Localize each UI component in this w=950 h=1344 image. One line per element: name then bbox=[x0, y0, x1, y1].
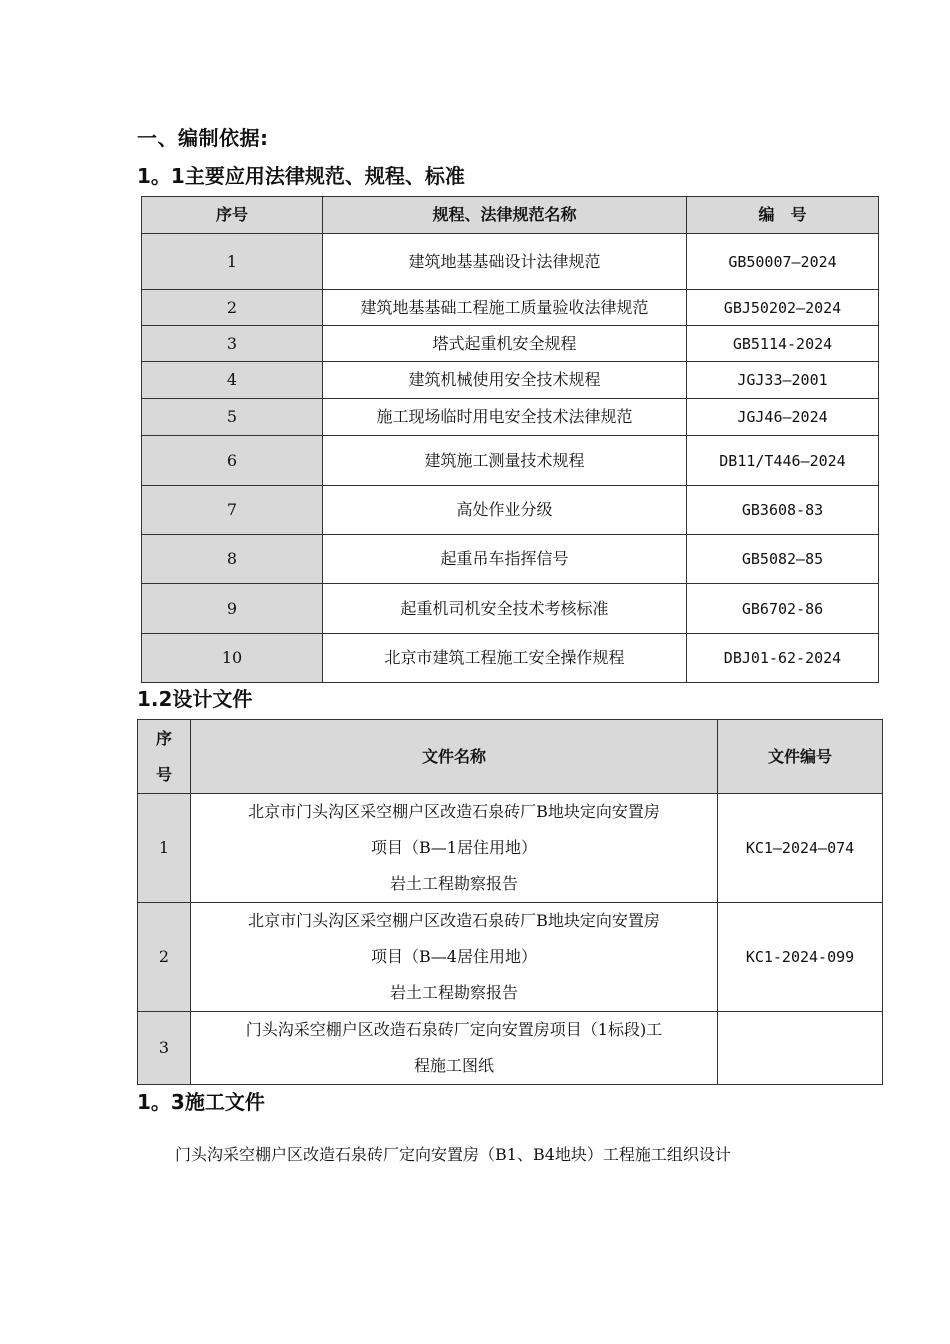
row-no: 4 bbox=[142, 362, 323, 399]
table-row bbox=[138, 1012, 883, 1085]
row-no: 10 bbox=[142, 634, 323, 683]
construction-document-text: 门头沟采空棚户区改造石泉砖厂定向安置房（B1、B4地块）工程施工组织设计 bbox=[175, 1145, 731, 1164]
row-filename-line: 北京市门头沟区采空棚户区改造石泉砖厂B地块定向安置房 bbox=[248, 802, 660, 821]
row-no: 7 bbox=[142, 486, 323, 535]
row-name: 北京市建筑工程施工安全操作规程 bbox=[323, 634, 687, 683]
row-name: 起重机司机安全技术考核标准 bbox=[323, 584, 687, 634]
col-header-no-line-1: 序 bbox=[155, 728, 172, 748]
row-code: GB6702-86 bbox=[687, 584, 879, 634]
row-no: 3 bbox=[142, 326, 323, 362]
table-row bbox=[142, 399, 879, 436]
row-filename-line: 北京市门头沟区采空棚户区改造石泉砖厂B地块定向安置房 bbox=[248, 911, 660, 930]
table-row bbox=[142, 486, 879, 535]
row-name: 建筑地基基础设计法律规范 bbox=[323, 234, 687, 290]
col-header-name: 规程、法律规范名称 bbox=[323, 197, 687, 234]
col-header-filecode: 文件编号 bbox=[718, 720, 883, 794]
section-2-title: 1.2设计文件 bbox=[137, 687, 253, 711]
row-code: DBJ01-62-2024 bbox=[687, 634, 879, 683]
row-name: 高处作业分级 bbox=[323, 486, 687, 535]
row-filename-line: 程施工图纸 bbox=[413, 1056, 494, 1075]
table-row bbox=[142, 584, 879, 634]
table-row bbox=[138, 794, 883, 903]
table-row bbox=[142, 362, 879, 399]
row-no: 2 bbox=[138, 903, 191, 1012]
col-header-filename: 文件名称 bbox=[191, 720, 718, 794]
table-row bbox=[138, 903, 883, 1012]
row-code: GB5082—85 bbox=[687, 535, 879, 584]
row-filename-line: 岩土工程勘察报告 bbox=[389, 874, 518, 893]
row-name: 建筑机械使用安全技术规程 bbox=[323, 362, 687, 399]
row-no: 1 bbox=[138, 794, 191, 903]
row-code: GB5114-2024 bbox=[687, 326, 879, 362]
table-row bbox=[142, 290, 879, 326]
row-no: 3 bbox=[138, 1012, 191, 1085]
row-filename bbox=[191, 903, 718, 1012]
section-1-title: 1。1主要应用法律规范、规程、标准 bbox=[137, 164, 465, 188]
table-row bbox=[142, 535, 879, 584]
row-name: 塔式起重机安全规程 bbox=[323, 326, 687, 362]
row-filename bbox=[191, 794, 718, 903]
row-code: DB11/T446—2024 bbox=[687, 436, 879, 486]
col-header-code: 编 号 bbox=[687, 197, 879, 234]
row-name: 建筑地基基础工程施工质量验收法律规范 bbox=[323, 290, 687, 326]
row-code: GB3608-83 bbox=[687, 486, 879, 535]
row-code: JGJ33—2001 bbox=[687, 362, 879, 399]
row-filename-line: 项目（B—1居住用地） bbox=[371, 838, 537, 857]
section-3-title: 1。3施工文件 bbox=[137, 1090, 265, 1114]
row-filename-line: 岩土工程勘察报告 bbox=[389, 983, 518, 1002]
row-name: 建筑施工测量技术规程 bbox=[323, 436, 687, 486]
row-code: GB50007—2024 bbox=[687, 234, 879, 290]
col-header-no-line-2: 号 bbox=[155, 764, 172, 784]
row-code: GBJ50202—2024 bbox=[687, 290, 879, 326]
col-header-no: 序号 bbox=[142, 197, 323, 234]
row-no: 9 bbox=[142, 584, 323, 634]
table-row bbox=[142, 326, 879, 362]
row-name: 施工现场临时用电安全技术法律规范 bbox=[323, 399, 687, 436]
row-filecode: KC1—2024—074 bbox=[718, 794, 883, 903]
row-no: 6 bbox=[142, 436, 323, 486]
table-row bbox=[142, 634, 879, 683]
row-no: 2 bbox=[142, 290, 323, 326]
row-filename bbox=[191, 1012, 718, 1085]
row-no: 5 bbox=[142, 399, 323, 436]
main-heading: 一、编制依据: bbox=[137, 126, 269, 150]
table-row bbox=[142, 436, 879, 486]
row-no: 8 bbox=[142, 535, 323, 584]
row-filename-line: 门头沟采空棚户区改造石泉砖厂定向安置房项目（1标段)工 bbox=[245, 1020, 663, 1039]
col-header-no bbox=[138, 720, 191, 794]
row-filecode: KC1-2024-099 bbox=[718, 903, 883, 1012]
row-code: JGJ46—2024 bbox=[687, 399, 879, 436]
standards-table bbox=[141, 196, 879, 683]
design-documents-table bbox=[137, 719, 883, 1085]
row-filename-line: 项目（B—4居住用地） bbox=[371, 947, 537, 966]
table-row bbox=[142, 234, 879, 290]
row-name: 起重吊车指挥信号 bbox=[323, 535, 687, 584]
row-no: 1 bbox=[142, 234, 323, 290]
row-filecode bbox=[718, 1012, 883, 1085]
